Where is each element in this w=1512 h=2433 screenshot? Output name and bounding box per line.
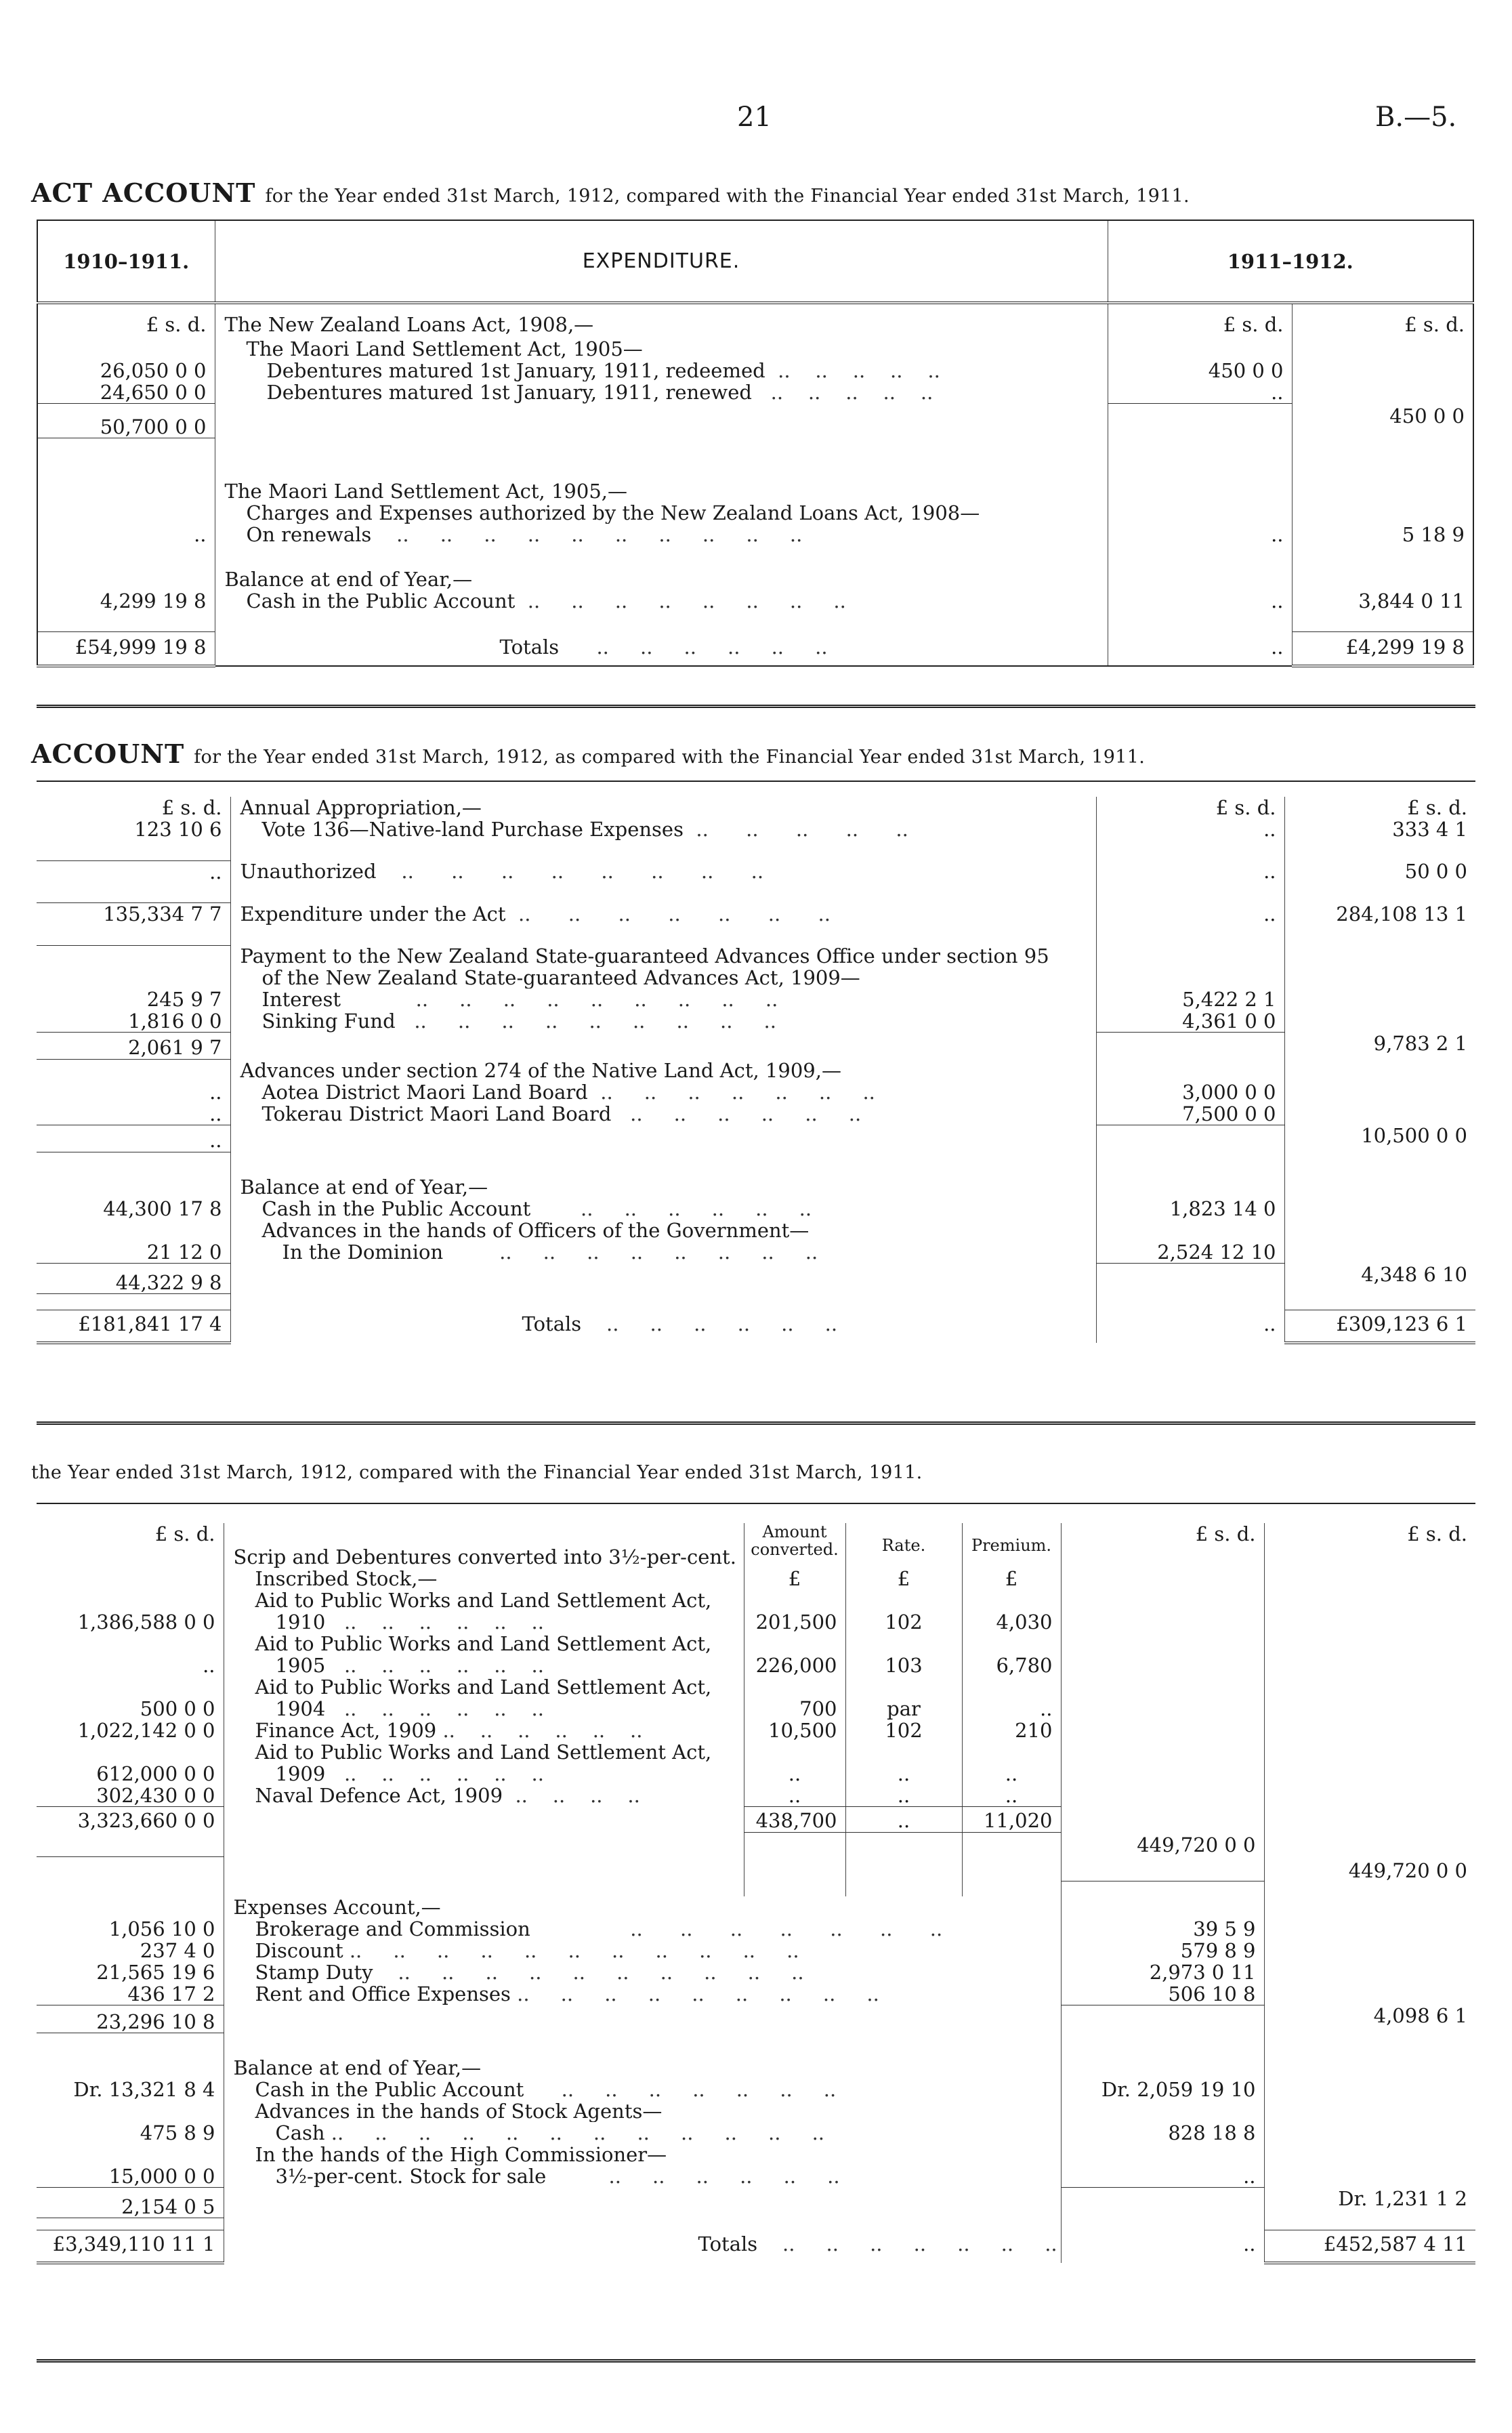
table-row: 123 10 6 Vote 136—Native-land Purchase Expenses .. .. .. .. .. .. 333 4 1 xyxy=(37,818,1475,840)
subtotal-curr: 4,348 6 10 xyxy=(1284,1264,1475,1294)
table-row: 135,334 7 7 Expenditure under the Act .. .. .. .. .. .. .. .. 284,108 13 1 xyxy=(37,903,1475,926)
hc-heading: In the hands of the High Commissioner— xyxy=(224,2144,1061,2165)
cell-prev: 436 17 2 xyxy=(37,1983,224,2005)
totals-label: Totals xyxy=(522,1312,582,1335)
lsd-header: £ s. d. xyxy=(1061,1523,1264,1546)
cell-curr: .. xyxy=(1108,590,1292,612)
cell-curr: 39 5 9 xyxy=(1061,1918,1264,1940)
officers-heading: Advances in the hands of Officers of the Government— xyxy=(230,1220,1096,1241)
scrip-heading: Scrip and Debentures converted into 3½-per-cent. xyxy=(224,1546,744,1568)
subtotal-prev: 2,061 9 7 xyxy=(37,1033,230,1060)
table3 xyxy=(37,1523,1475,2264)
table-row: .. Aotea District Maori Land Board .. .. .. .. .. .. .. 3,000 0 0 xyxy=(37,1081,1475,1103)
cell-curr-total: 50 0 0 xyxy=(1284,860,1475,883)
cell-prev: 24,650 0 0 xyxy=(37,381,215,404)
row-label: Unauthorized xyxy=(240,860,377,883)
cell-prev: .. xyxy=(37,1103,230,1125)
subtotal-curr: 450 0 0 xyxy=(1292,404,1473,438)
table3-title: the Year ended 31st March, 1912, compared with the Financial Year ended 31st March, 1911. xyxy=(31,1462,923,1483)
cell-premium: .. xyxy=(962,1763,1061,1785)
table-row: 1,022,142 0 0 Finance Act, 1909 .. .. .. .. .. .. 10,500 102 210 xyxy=(37,1720,1475,1741)
cell-curr: 828 18 8 xyxy=(1061,2122,1264,2144)
row-label: In the Dominion xyxy=(282,1241,444,1264)
table-row: 500 0 0 1904 .. .. .. .. .. .. 700 par .. xyxy=(37,1698,1475,1720)
cell-curr: 7,500 0 0 xyxy=(1096,1103,1284,1125)
col-expenditure: EXPENDITURE. xyxy=(215,220,1108,303)
table-row: 1,816 0 0 Sinking Fund .. .. .. .. .. .. .. .. .. 4,361 0 0 xyxy=(37,1010,1475,1033)
subtotal-prev: .. xyxy=(37,1125,230,1152)
table-row: 612,000 0 0 1909 .. .. .. .. .. .. .. .. .. xyxy=(37,1763,1475,1785)
table-row: .. On renewals .. .. .. .. .. .. .. .. .. .. .. 5 18 9 xyxy=(37,524,1473,545)
totals-curr: .. xyxy=(1096,1310,1284,1343)
totals-curr-total: £309,123 6 1 xyxy=(1284,1310,1475,1343)
unit-pound: £ xyxy=(962,1568,1061,1589)
totals-prev: £54,999 19 8 xyxy=(37,632,215,666)
row-label: Sinking Fund xyxy=(261,1010,396,1033)
cell-prev: 1,386,588 0 0 xyxy=(77,1611,215,1633)
table-row: 237 4 0 Discount .. .. .. .. .. .. .. .. .. .. .. 579 8 9 xyxy=(37,1940,1475,1961)
row-label: Discount xyxy=(255,1939,343,1961)
subtotal-curr: 449,720 0 0 xyxy=(1061,1833,1264,1857)
subtotal-curr-total: 449,720 0 0 xyxy=(1264,1857,1475,1881)
totals-prev: £181,841 17 4 xyxy=(37,1310,230,1343)
col-premium: Premium. xyxy=(962,1523,1061,1568)
cell-prev: .. xyxy=(209,860,222,883)
row-label-cont: 1909 xyxy=(275,1763,326,1785)
table-row: 302,430 0 0 Naval Defence Act, 1909 .. .. .. .. .. .. .. xyxy=(37,1785,1475,1807)
col-amount-converted: Amount converted. xyxy=(744,1523,845,1568)
expenses-heading: Expenses Account,— xyxy=(224,1896,744,1918)
cell-prev: 26,050 0 0 xyxy=(100,360,207,381)
row-label: Tokerau District Maori Land Board xyxy=(261,1102,612,1125)
advances-heading: Advances under section 274 of the Native Land Act, 1909,— xyxy=(230,1060,1096,1081)
payment-heading: Payment to the New Zealand State-guaranteed Advances Office under section 95 xyxy=(230,945,1096,967)
table-row: 4,299 19 8 Cash in the Public Account .. .. .. .. .. .. .. .. .. 3,844 0 11 xyxy=(37,590,1473,612)
cell-curr: 1,823 14 0 xyxy=(1096,1198,1284,1220)
cell-rate: 102 xyxy=(845,1611,962,1633)
subtotal-prev: 23,296 10 8 xyxy=(37,2005,224,2033)
lsd-header: £ s. d. xyxy=(1108,303,1292,338)
cell-premium: 4,030 xyxy=(962,1611,1061,1633)
cell-curr-total: 333 4 1 xyxy=(1284,818,1475,840)
cell-prev: 302,430 0 0 xyxy=(37,1785,224,1807)
table2-title-bold: ACCOUNT xyxy=(31,739,185,769)
cell-amount: 201,500 xyxy=(744,1611,845,1633)
row-label: Aotea District Maori Land Board xyxy=(261,1081,588,1103)
row-label: Expenditure under the Act xyxy=(240,902,506,925)
table1-title-bold: ACT ACCOUNT xyxy=(31,178,256,208)
cell-curr: .. xyxy=(1108,524,1292,545)
cell-curr: 450 0 0 xyxy=(1108,360,1292,381)
cell-curr-total: 3,844 0 11 xyxy=(1292,590,1473,612)
row-label: Aid to Public Works and Land Settlement Act, xyxy=(224,1676,744,1698)
table-row: 21,565 19 6 Stamp Duty .. .. .. .. .. .. .. .. .. .. 2,973 0 11 xyxy=(37,1961,1475,1983)
row-label: Debentures matured 1st January, 1911, renewed xyxy=(266,381,752,404)
cell-prev: 44,300 17 8 xyxy=(103,1198,222,1220)
row-label: Stamp Duty xyxy=(255,1961,373,1983)
subtotal-amount: 438,700 xyxy=(744,1807,845,1833)
table-row: .. 1905 .. .. .. .. .. .. 226,000 103 6,780 xyxy=(37,1655,1475,1676)
subtotal-curr-total: 4,098 6 1 xyxy=(1264,2005,1475,2033)
cell-prev: 500 0 0 xyxy=(140,1698,215,1720)
mls-heading: The Maori Land Settlement Act, 1905,— xyxy=(215,480,1108,502)
subtotal-prev: 50,700 0 0 xyxy=(37,404,215,438)
balance-heading: Balance at end of Year,— xyxy=(230,1176,1096,1198)
totals-row: £3,349,110 11 1 Totals .. .. .. .. .. .. .. .. £452,587 4 11 xyxy=(37,2230,1475,2263)
totals-curr-total: £452,587 4 11 xyxy=(1264,2230,1475,2263)
sub-heading: The Maori Land Settlement Act, 1905— xyxy=(215,338,1108,360)
cell-prev: 135,334 7 7 xyxy=(103,902,222,925)
act-heading: The New Zealand Loans Act, 1908,— xyxy=(215,303,1108,338)
cell-prev: 612,000 0 0 xyxy=(96,1763,215,1785)
cell-prev: 475 8 9 xyxy=(140,2122,215,2144)
cell-curr-total: 5 18 9 xyxy=(1292,524,1473,545)
cell-rate: 102 xyxy=(845,1720,962,1741)
table-row: 15,000 0 0 3½-per-cent. Stock for sale .. .. .. .. .. .. .. xyxy=(37,2165,1475,2188)
totals-curr-total: £4,299 19 8 xyxy=(1292,632,1473,666)
payment-heading-2: of the New Zealand State-guaranteed Advances Act, 1909— xyxy=(230,967,1096,989)
cell-prev: 1,022,142 0 0 xyxy=(77,1720,215,1741)
table2-top-rule xyxy=(37,781,1475,782)
table-row: .. Unauthorized .. .. .. .. .. .. .. .. .. 50 0 0 xyxy=(37,860,1475,883)
row-label-cont: 1904 xyxy=(275,1698,326,1720)
balance-heading: Balance at end of Year,— xyxy=(224,2057,1061,2079)
table1-bottom-rule xyxy=(37,705,1475,708)
cell-rate: .. xyxy=(845,1763,962,1785)
cell-prev: 245 9 7 xyxy=(146,989,222,1010)
cell-amount: 10,500 xyxy=(744,1720,845,1741)
cell-premium: 210 xyxy=(962,1720,1061,1741)
subtotal-rate: .. xyxy=(845,1807,962,1833)
unit-pound: £ xyxy=(845,1568,962,1589)
cell-prev: 4,299 19 8 xyxy=(100,589,207,612)
table-row: 21 12 0 In the Dominion .. .. .. .. .. .. .. .. 2,524 12 10 xyxy=(37,1241,1475,1264)
row-label: Cash in the Public Account xyxy=(255,2079,524,2100)
lsd-header: £ s. d. xyxy=(154,1523,215,1545)
cell-prev: 123 10 6 xyxy=(134,818,222,840)
row-label: Brokerage and Commission xyxy=(255,1917,530,1940)
cell-prev: Dr. 13,321 8 4 xyxy=(73,2079,215,2100)
totals-label: Totals xyxy=(499,635,560,659)
subtotal-prev: 44,322 9 8 xyxy=(37,1264,230,1294)
cell-prev: .. xyxy=(194,523,207,545)
cell-premium: .. xyxy=(962,1698,1061,1720)
row-label: Vote 136—Native-land Purchase Expenses xyxy=(261,818,684,840)
cell-curr: 3,000 0 0 xyxy=(1096,1081,1284,1103)
balance-heading: Balance at end of Year,— xyxy=(215,568,1108,590)
subtotal-prev: 3,323,660 0 0 xyxy=(77,1809,215,1832)
table-row: Dr. 13,321 8 4 Cash in the Public Account .. .. .. .. .. .. .. Dr. 2,059 19 10 xyxy=(37,2079,1475,2100)
scrip-heading-2: Inscribed Stock,— xyxy=(224,1568,744,1589)
annual-heading: Annual Appropriation,— xyxy=(230,797,1096,818)
cell-rate: .. xyxy=(845,1785,962,1807)
table-row: .. Tokerau District Maori Land Board .. .. .. .. .. .. 7,500 0 0 xyxy=(37,1103,1475,1125)
table1-title-text: for the Year ended 31st March, 1912, compared with the Financial Year ended 31st March, 1911. xyxy=(265,186,1190,207)
col-1911-1912: 1911–1912. xyxy=(1108,220,1473,303)
table2 xyxy=(37,797,1475,1344)
totals-row: £181,841 17 4 Totals .. .. .. .. .. .. .. £309,123 6 1 xyxy=(37,1310,1475,1343)
subtotal-prev: 2,154 0 5 xyxy=(37,2188,224,2218)
totals-curr: .. xyxy=(1108,632,1292,666)
row-label: Rent and Office Expenses xyxy=(255,1982,511,2005)
totals-label: Totals xyxy=(698,2232,758,2255)
table-row: 26,050 0 0 Debentures matured 1st January, 1911, redeemed .. .. .. .. .. 450 0 0 xyxy=(37,360,1473,381)
lsd-header: £ s. d. xyxy=(1284,797,1475,818)
cell-prev: 237 4 0 xyxy=(140,1939,215,1961)
cell-prev: .. xyxy=(203,1655,215,1676)
cell-prev: 1,056 10 0 xyxy=(108,1917,215,1940)
table-row: 1,386,588 0 0 1910 .. .. .. .. .. .. 201,500 102 4,030 xyxy=(37,1611,1475,1633)
lsd-header: £ s. d. xyxy=(161,797,222,818)
table1-title xyxy=(31,178,1190,208)
lsd-header: £ s. d. xyxy=(1292,303,1473,338)
col-1910-1911: 1910–1911. xyxy=(63,249,190,273)
lsd-header: £ s. d. xyxy=(1264,1523,1475,1546)
cell-curr: 5,422 2 1 xyxy=(1096,989,1284,1010)
cell-amount: 226,000 xyxy=(744,1655,845,1676)
cell-curr: 579 8 9 xyxy=(1061,1940,1264,1961)
row-label: Cash xyxy=(275,2122,325,2144)
totals-curr: .. xyxy=(1061,2230,1264,2263)
cell-curr: .. xyxy=(1061,2165,1264,2188)
lsd-header: £ s. d. xyxy=(1096,797,1284,818)
table1 xyxy=(37,220,1474,667)
cell-premium: .. xyxy=(962,1785,1061,1807)
totals-row: £54,999 19 8 Totals .. .. .. .. .. .. .. £4,299 19 8 xyxy=(37,632,1473,666)
cell-prev: 1,816 0 0 xyxy=(37,1010,230,1033)
cell-amount: .. xyxy=(744,1763,845,1785)
cell-prev: 21,565 19 6 xyxy=(96,1961,215,1983)
cell-curr: .. xyxy=(1096,903,1284,926)
table2-title-text: for the Year ended 31st March, 1912, as compared with the Financial Year ended 31st March, 1911. xyxy=(194,747,1146,768)
charges-heading: Charges and Expenses authorized by the New Zealand Loans Act, 1908— xyxy=(215,502,1108,524)
row-label: On renewals xyxy=(246,523,372,545)
cell-premium: 6,780 xyxy=(962,1655,1061,1676)
row-label: Finance Act, 1909 xyxy=(255,1720,437,1741)
cell-curr: .. xyxy=(1096,818,1284,840)
table-row: 24,650 0 0 Debentures matured 1st January, 1911, renewed .. .. .. .. .. .. xyxy=(37,381,1473,404)
table3-bottom-rule xyxy=(37,2359,1475,2363)
row-label: Debentures matured 1st January, 1911, redeemed xyxy=(266,360,765,381)
table2-title xyxy=(31,739,1145,769)
subtotal-curr: 10,500 0 0 xyxy=(1284,1125,1475,1152)
totals-prev: £3,349,110 11 1 xyxy=(37,2230,224,2263)
cell-rate: par xyxy=(845,1698,962,1720)
table2-bottom-rule xyxy=(37,1421,1475,1425)
col-rate: Rate. xyxy=(845,1523,962,1568)
row-label: Cash in the Public Account xyxy=(261,1198,531,1220)
table-row: 245 9 7 Interest .. .. .. .. .. .. .. .. .. 5,422 2 1 xyxy=(37,989,1475,1010)
page-number: 21 xyxy=(737,102,772,133)
cell-amount: .. xyxy=(744,1785,845,1807)
row-label: Cash in the Public Account xyxy=(246,589,516,612)
cell-curr: 2,524 12 10 xyxy=(1096,1241,1284,1264)
row-label: 3½-per-cent. Stock for sale xyxy=(275,2165,547,2188)
document-code: B.—5. xyxy=(1375,102,1457,133)
table3-top-rule xyxy=(37,1503,1475,1504)
cell-curr-total: 284,108 13 1 xyxy=(1284,903,1475,926)
cell-rate: 103 xyxy=(845,1655,962,1676)
cell-curr: .. xyxy=(1096,860,1284,883)
table-row: 475 8 9 Cash .. .. .. .. .. .. .. .. .. .. .. .. 828 18 8 xyxy=(37,2122,1475,2144)
cell-prev: .. xyxy=(209,1081,222,1103)
cell-curr: .. xyxy=(1108,381,1292,404)
agents-heading: Advances in the hands of Stock Agents— xyxy=(224,2100,1061,2122)
row-label-cont: 1910 xyxy=(275,1611,326,1633)
lsd-header: £ s. d. xyxy=(146,313,207,336)
unit-pound: £ xyxy=(744,1568,845,1589)
cell-curr: 4,361 0 0 xyxy=(1096,1010,1284,1033)
subtotal-premium: 11,020 xyxy=(962,1807,1061,1833)
row-label: Aid to Public Works and Land Settlement Act, xyxy=(224,1741,744,1763)
row-label: Aid to Public Works and Land Settlement Act, xyxy=(224,1633,744,1655)
cell-curr: 2,973 0 11 xyxy=(1061,1961,1264,1983)
row-label: Interest xyxy=(261,989,341,1010)
cell-prev: 21 12 0 xyxy=(37,1241,230,1264)
table-row: 436 17 2 Rent and Office Expenses .. .. .. .. .. .. .. .. .. 506 10 8 xyxy=(37,1983,1475,2005)
table1-header-row xyxy=(37,220,1473,303)
row-label: Naval Defence Act, 1909 xyxy=(255,1785,503,1807)
subtotal-curr-total: Dr. 1,231 1 2 xyxy=(1264,2188,1475,2218)
table-row: 44,300 17 8 Cash in the Public Account .. .. .. .. .. .. 1,823 14 0 xyxy=(37,1198,1475,1220)
cell-prev: 15,000 0 0 xyxy=(37,2165,224,2188)
row-label-cont: 1905 xyxy=(275,1655,326,1676)
table-row: 1,056 10 0 Brokerage and Commission .. .. .. .. .. .. .. 39 5 9 xyxy=(37,1918,1475,1940)
cell-curr: Dr. 2,059 19 10 xyxy=(1061,2079,1264,2100)
row-label: Aid to Public Works and Land Settlement Act, xyxy=(224,1589,744,1611)
cell-amount: 700 xyxy=(744,1698,845,1720)
subtotal-curr: 9,783 2 1 xyxy=(1284,1033,1475,1060)
cell-curr: 506 10 8 xyxy=(1061,1983,1264,2005)
